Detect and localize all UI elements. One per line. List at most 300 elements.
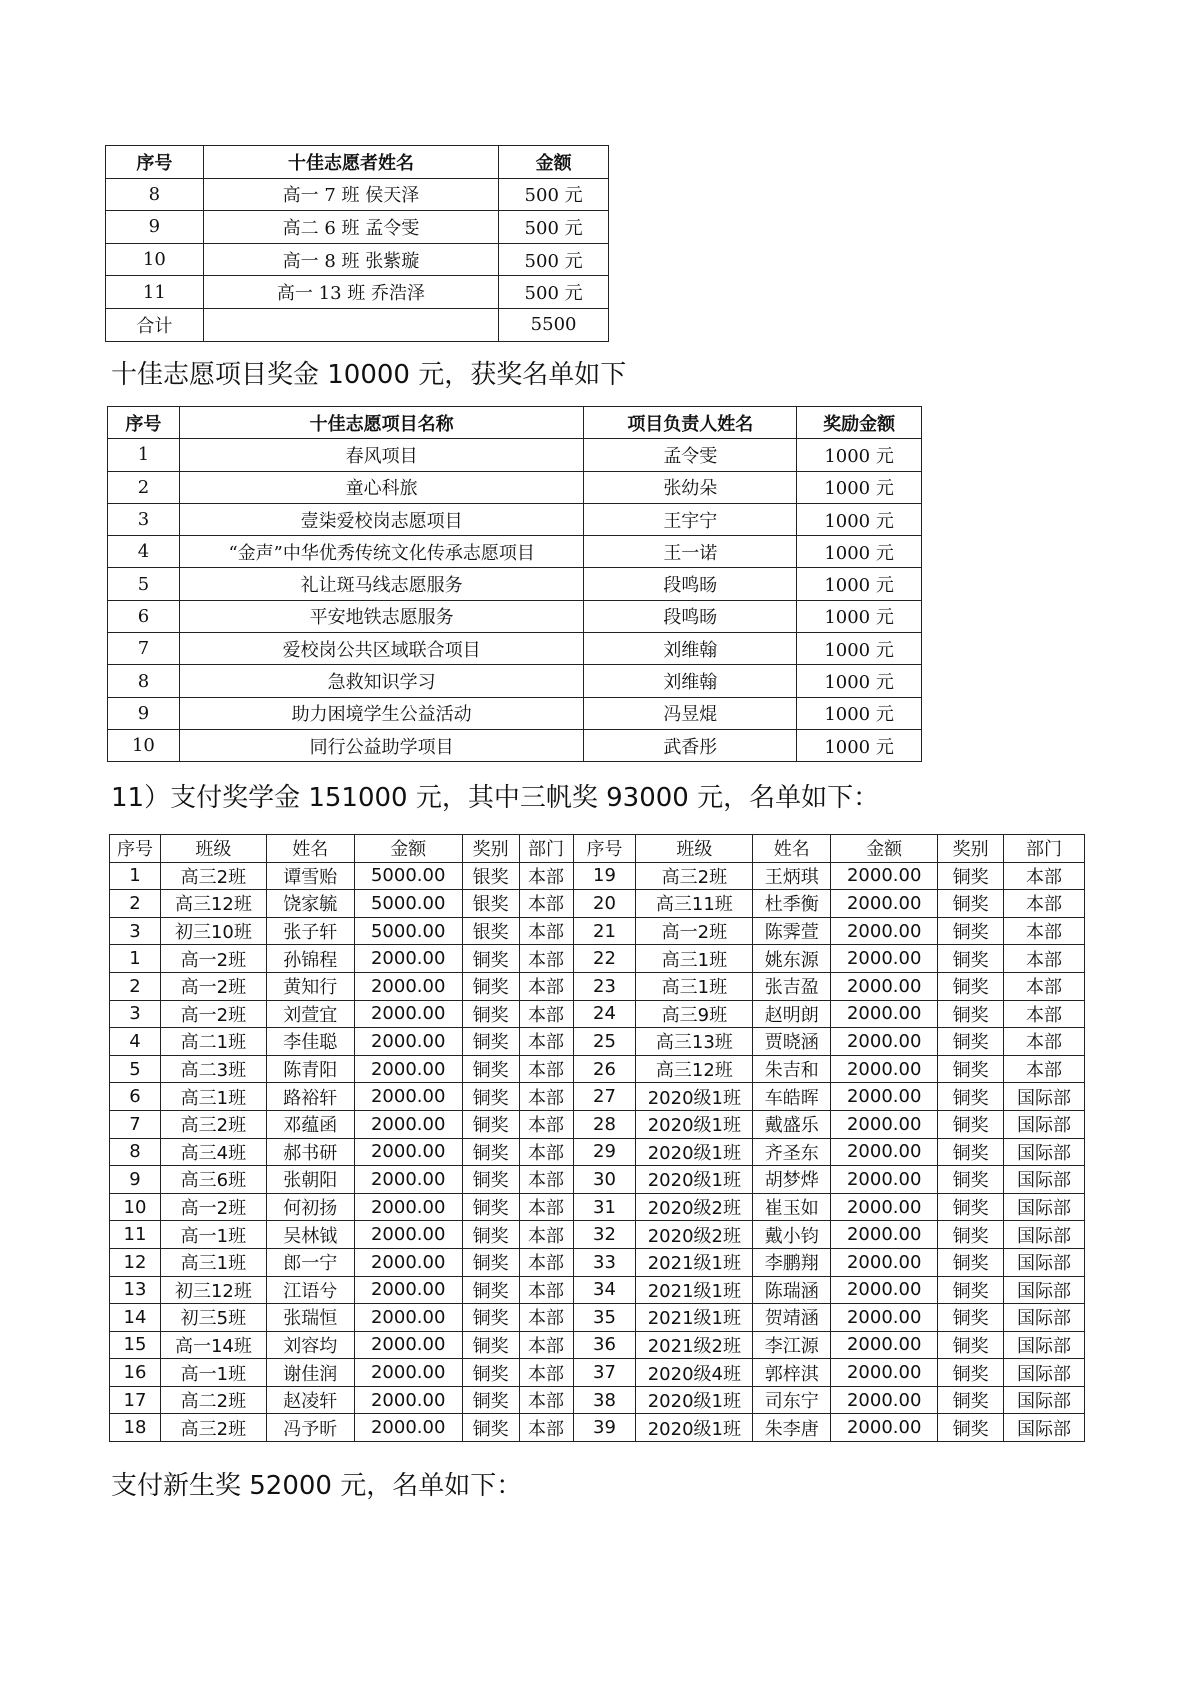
table-cell: 本部 xyxy=(1004,972,1085,1000)
table-cell: 高三12班 xyxy=(160,890,266,918)
table-cell: 铜奖 xyxy=(938,1221,1004,1249)
table-cell: 2000.00 xyxy=(354,1221,462,1249)
table-cell: 2020级1班 xyxy=(636,1166,753,1194)
table-cell: 铜奖 xyxy=(462,945,519,973)
table-header-row xyxy=(106,146,609,179)
table-cell: 段鸣旸 xyxy=(584,568,797,600)
table-cell: 本部 xyxy=(519,1028,573,1056)
table-cell: 江语兮 xyxy=(266,1276,354,1304)
table-cell: 吴林钺 xyxy=(266,1221,354,1249)
table-cell: 冯予昕 xyxy=(266,1414,354,1442)
table-cell: 铜奖 xyxy=(938,945,1004,973)
table-row xyxy=(108,503,922,535)
table-cell: 铜奖 xyxy=(462,1083,519,1111)
table-cell: 本部 xyxy=(1004,1055,1085,1083)
table-cell: 铜奖 xyxy=(462,1110,519,1138)
table-cell: 本部 xyxy=(519,1276,573,1304)
table-cell: 高三2班 xyxy=(160,1110,266,1138)
table-cell: 18 xyxy=(110,1414,161,1442)
table-cell: 本部 xyxy=(1004,1000,1085,1028)
table-cell: 本部 xyxy=(519,862,573,890)
table-cell: 饶家毓 xyxy=(266,890,354,918)
table-cell: 崔玉如 xyxy=(753,1193,831,1221)
table-cell: 2000.00 xyxy=(831,972,938,1000)
table-cell: 本部 xyxy=(519,1248,573,1276)
table-cell: 武香彤 xyxy=(584,729,797,761)
column-header: 部门 xyxy=(1004,835,1085,863)
column-header: 项目负责人姓名 xyxy=(584,407,797,439)
table-cell: 22 xyxy=(573,945,636,973)
table-cell: 铜奖 xyxy=(938,917,1004,945)
table-cell: 李鹏翔 xyxy=(753,1248,831,1276)
table-cell: 初三12班 xyxy=(160,1276,266,1304)
table-cell: 铜奖 xyxy=(938,1000,1004,1028)
table-cell: 1000 元 xyxy=(797,729,922,761)
table-cell: 2000.00 xyxy=(354,1000,462,1028)
column-header: 序号 xyxy=(110,835,161,863)
table-row xyxy=(110,1083,1085,1111)
table-cell: 1000 元 xyxy=(797,665,922,697)
table-row xyxy=(110,1386,1085,1414)
table-cell: 车皓晖 xyxy=(753,1083,831,1111)
table-row xyxy=(110,972,1085,1000)
table-cell: 33 xyxy=(573,1248,636,1276)
table-cell: 本部 xyxy=(519,972,573,1000)
table-cell: 同行公益助学项目 xyxy=(179,729,584,761)
table-cell: 铜奖 xyxy=(462,1000,519,1028)
table-cell: 本部 xyxy=(519,1221,573,1249)
table-cell: 2000.00 xyxy=(831,917,938,945)
table-cell: 1 xyxy=(110,862,161,890)
table-cell: 铜奖 xyxy=(462,1193,519,1221)
table-cell: 14 xyxy=(110,1304,161,1332)
table-cell: 本部 xyxy=(519,1110,573,1138)
table-cell: 27 xyxy=(573,1083,636,1111)
table-cell: 高二3班 xyxy=(160,1055,266,1083)
table-cell: 高三6班 xyxy=(160,1166,266,1194)
table-cell: 孟令雯 xyxy=(584,439,797,471)
table-cell: 初三10班 xyxy=(160,917,266,945)
column-header: 班级 xyxy=(636,835,753,863)
table-cell: 高三4班 xyxy=(160,1138,266,1166)
table-cell: 高二 6 班 孟令雯 xyxy=(203,211,498,244)
table-cell: 铜奖 xyxy=(938,1331,1004,1359)
table-cell: 2000.00 xyxy=(354,1138,462,1166)
column-header: 十佳志愿者姓名 xyxy=(203,146,498,179)
table-cell: 1000 元 xyxy=(797,568,922,600)
table-row xyxy=(110,1138,1085,1166)
total-cell: 合计 xyxy=(106,308,204,341)
table-cell: 2000.00 xyxy=(831,1166,938,1194)
table-cell: 31 xyxy=(573,1193,636,1221)
table-cell: 2000.00 xyxy=(354,945,462,973)
table-row xyxy=(110,1359,1085,1387)
table-cell: 8 xyxy=(106,178,204,211)
column-header: 金额 xyxy=(354,835,462,863)
table-cell: 38 xyxy=(573,1386,636,1414)
table-cell: 铜奖 xyxy=(938,1166,1004,1194)
table-cell: 郝书研 xyxy=(266,1138,354,1166)
table-cell: 24 xyxy=(573,1000,636,1028)
table-cell: 高二1班 xyxy=(160,1028,266,1056)
table-cell: 铜奖 xyxy=(938,1359,1004,1387)
table-cell: 8 xyxy=(108,665,180,697)
total-cell: 5500 xyxy=(499,308,609,341)
table-cell: 朱李唐 xyxy=(753,1414,831,1442)
table-cell: 2020级1班 xyxy=(636,1386,753,1414)
table-cell: 本部 xyxy=(1004,1028,1085,1056)
table-cell: 国际部 xyxy=(1004,1221,1085,1249)
column-header: 金额 xyxy=(831,835,938,863)
table-cell: 3 xyxy=(110,1000,161,1028)
table-cell: 2020级4班 xyxy=(636,1359,753,1387)
table-cell: 银奖 xyxy=(462,917,519,945)
table-cell: 11 xyxy=(106,276,204,309)
column-header: 姓名 xyxy=(753,835,831,863)
table-cell: 国际部 xyxy=(1004,1110,1085,1138)
table-cell: 国际部 xyxy=(1004,1083,1085,1111)
table-cell: 2000.00 xyxy=(831,1304,938,1332)
table-cell: 高一2班 xyxy=(160,1000,266,1028)
table-cell: 王宇宁 xyxy=(584,503,797,535)
column-header: 十佳志愿项目名称 xyxy=(179,407,584,439)
table-cell: 齐圣东 xyxy=(753,1138,831,1166)
table-row xyxy=(108,471,922,503)
table-cell: 1000 元 xyxy=(797,439,922,471)
table-row xyxy=(108,729,922,761)
table-cell: 2000.00 xyxy=(354,972,462,1000)
table-cell: 高一2班 xyxy=(160,972,266,1000)
table-cell: 高一1班 xyxy=(160,1221,266,1249)
table-row xyxy=(110,1276,1085,1304)
table-cell: 助力困境学生公益活动 xyxy=(179,697,584,729)
table-cell: 本部 xyxy=(519,1138,573,1166)
table-cell: 张朝阳 xyxy=(266,1166,354,1194)
table-cell: 2000.00 xyxy=(831,1028,938,1056)
table-cell: 高三1班 xyxy=(636,945,753,973)
table-cell: 谢佳润 xyxy=(266,1359,354,1387)
table-cell: 1000 元 xyxy=(797,471,922,503)
table-cell: 爱校岗公共区域联合项目 xyxy=(179,633,584,665)
table-cell: 25 xyxy=(573,1028,636,1056)
table-cell: 铜奖 xyxy=(938,862,1004,890)
table-cell: 谭雪贻 xyxy=(266,862,354,890)
table-cell: 2021级1班 xyxy=(636,1304,753,1332)
table-cell: 银奖 xyxy=(462,890,519,918)
table-cell: 5 xyxy=(108,568,180,600)
table-cell: 2000.00 xyxy=(831,1193,938,1221)
table-cell: 1000 元 xyxy=(797,697,922,729)
table-cell: 李佳聪 xyxy=(266,1028,354,1056)
table-cell: 银奖 xyxy=(462,862,519,890)
table-cell: 9 xyxy=(106,211,204,244)
table-cell: 2021级2班 xyxy=(636,1331,753,1359)
table-cell: 段鸣旸 xyxy=(584,600,797,632)
table-cell: 铜奖 xyxy=(462,1304,519,1332)
table-cell: 高三1班 xyxy=(636,972,753,1000)
table-cell: 12 xyxy=(110,1248,161,1276)
table-cell: 10 xyxy=(110,1193,161,1221)
table-cell: 高三2班 xyxy=(160,1414,266,1442)
table-cell: 高三9班 xyxy=(636,1000,753,1028)
table-cell: 2000.00 xyxy=(831,1359,938,1387)
column-header: 姓名 xyxy=(266,835,354,863)
table-cell: 23 xyxy=(573,972,636,1000)
table-cell: 春风项目 xyxy=(179,439,584,471)
table-cell: 20 xyxy=(573,890,636,918)
table-cell: 2000.00 xyxy=(354,1331,462,1359)
table-cell: 本部 xyxy=(519,917,573,945)
table-cell: 何初扬 xyxy=(266,1193,354,1221)
table-row xyxy=(110,1000,1085,1028)
table-row xyxy=(110,1331,1085,1359)
scholarship-table xyxy=(109,834,1085,1442)
table-cell: 司东宁 xyxy=(753,1386,831,1414)
table-cell: 2000.00 xyxy=(354,1414,462,1442)
table-cell: 姚东源 xyxy=(753,945,831,973)
table-cell: 铜奖 xyxy=(938,1193,1004,1221)
table-cell: 2 xyxy=(108,471,180,503)
table-cell: 本部 xyxy=(519,1055,573,1083)
table-cell: 本部 xyxy=(519,945,573,973)
table-cell: 本部 xyxy=(1004,917,1085,945)
table-cell: 国际部 xyxy=(1004,1193,1085,1221)
table-cell: 2000.00 xyxy=(831,1221,938,1249)
table-cell: 本部 xyxy=(519,1000,573,1028)
table-cell: 2000.00 xyxy=(831,1000,938,1028)
table-cell: 2000.00 xyxy=(354,1276,462,1304)
table-cell: 2020级1班 xyxy=(636,1414,753,1442)
table-cell: 铜奖 xyxy=(938,972,1004,1000)
table-row xyxy=(106,243,609,276)
table-cell: 2021级1班 xyxy=(636,1276,753,1304)
table-cell: 16 xyxy=(110,1359,161,1387)
table-row xyxy=(110,1248,1085,1276)
table-cell: 2000.00 xyxy=(354,1359,462,1387)
table-cell: 国际部 xyxy=(1004,1359,1085,1387)
table-cell: 5000.00 xyxy=(354,890,462,918)
table-cell: 1000 元 xyxy=(797,503,922,535)
table-cell: 2 xyxy=(110,972,161,1000)
table-cell: 2000.00 xyxy=(831,1083,938,1111)
table-cell: 本部 xyxy=(519,1193,573,1221)
table-cell: 高一 8 班 张紫璇 xyxy=(203,243,498,276)
table-cell: 高一2班 xyxy=(636,917,753,945)
table-cell: 本部 xyxy=(519,1166,573,1194)
table-cell: 本部 xyxy=(519,1083,573,1111)
table-cell: “金声”中华优秀传统文化传承志愿项目 xyxy=(179,536,584,568)
table-cell: 2000.00 xyxy=(354,1055,462,1083)
table-cell: 高一 13 班 乔浩泽 xyxy=(203,276,498,309)
table-cell: 戴小钧 xyxy=(753,1221,831,1249)
table-cell: 黄知行 xyxy=(266,972,354,1000)
table-cell: 2 xyxy=(110,890,161,918)
table-cell: 2020级2班 xyxy=(636,1221,753,1249)
table-cell: 2020级2班 xyxy=(636,1193,753,1221)
table-cell: 本部 xyxy=(519,1331,573,1359)
table-cell: 铜奖 xyxy=(462,1359,519,1387)
table-cell: 高三2班 xyxy=(160,862,266,890)
table-cell: 铜奖 xyxy=(938,890,1004,918)
table-cell: 平安地铁志愿服务 xyxy=(179,600,584,632)
table-cell: 高二2班 xyxy=(160,1386,266,1414)
table-cell: 2000.00 xyxy=(831,945,938,973)
table-row xyxy=(110,1414,1085,1442)
table-cell: 高一14班 xyxy=(160,1331,266,1359)
table-cell: 5000.00 xyxy=(354,862,462,890)
table-cell: 500 元 xyxy=(499,276,609,309)
table-cell: 2000.00 xyxy=(831,1276,938,1304)
table-cell: 本部 xyxy=(1004,862,1085,890)
table-header-row xyxy=(110,835,1085,863)
table-cell: 30 xyxy=(573,1166,636,1194)
table-cell: 铜奖 xyxy=(938,1138,1004,1166)
table-row xyxy=(110,1221,1085,1249)
table-cell: 张子轩 xyxy=(266,917,354,945)
table-cell: 高一1班 xyxy=(160,1359,266,1387)
table-cell: 2000.00 xyxy=(354,1166,462,1194)
table-cell: 2000.00 xyxy=(354,1386,462,1414)
table-cell: 1000 元 xyxy=(797,633,922,665)
table-cell: 高三11班 xyxy=(636,890,753,918)
table-cell: 2000.00 xyxy=(354,1248,462,1276)
table-cell: 铜奖 xyxy=(462,1248,519,1276)
table-row xyxy=(110,1166,1085,1194)
table-cell: 高一2班 xyxy=(160,945,266,973)
table-cell: 5000.00 xyxy=(354,917,462,945)
table-cell: 4 xyxy=(108,536,180,568)
table-cell: 铜奖 xyxy=(462,1028,519,1056)
table-cell: 郎一宁 xyxy=(266,1248,354,1276)
table-cell: 王一诺 xyxy=(584,536,797,568)
table-cell: 陈青阳 xyxy=(266,1055,354,1083)
table-cell: 铜奖 xyxy=(462,1276,519,1304)
table-cell: 2000.00 xyxy=(831,1138,938,1166)
table-cell: 10 xyxy=(106,243,204,276)
table-cell: 高一 7 班 侯天泽 xyxy=(203,178,498,211)
table-cell: 铜奖 xyxy=(462,1386,519,1414)
table-cell: 铜奖 xyxy=(462,1414,519,1442)
table-cell: 初三5班 xyxy=(160,1304,266,1332)
table-cell: 10 xyxy=(108,729,180,761)
table-cell: 铜奖 xyxy=(462,972,519,1000)
table-row xyxy=(110,862,1085,890)
total-row xyxy=(106,308,609,341)
table-cell: 刘维翰 xyxy=(584,665,797,697)
table-row xyxy=(108,439,922,471)
table-cell: 13 xyxy=(110,1276,161,1304)
table-cell: 2000.00 xyxy=(831,1386,938,1414)
column-header: 奖励金额 xyxy=(797,407,922,439)
table-row xyxy=(106,178,609,211)
table-cell: 急救知识学习 xyxy=(179,665,584,697)
table-row xyxy=(108,665,922,697)
table-row xyxy=(108,568,922,600)
table-cell: 刘容均 xyxy=(266,1331,354,1359)
table-cell: 陈霁萱 xyxy=(753,917,831,945)
table-cell: 39 xyxy=(573,1414,636,1442)
table-cell: 500 元 xyxy=(499,243,609,276)
table-row xyxy=(108,697,922,729)
column-header: 序号 xyxy=(108,407,180,439)
table-cell: 郭梓淇 xyxy=(753,1359,831,1387)
table-cell: 高三13班 xyxy=(636,1028,753,1056)
table-cell: 32 xyxy=(573,1221,636,1249)
table-cell: 2000.00 xyxy=(831,1331,938,1359)
section-heading-freshman-award: 支付新生奖 52000 元，名单如下： xyxy=(111,1471,523,1501)
table-cell: 壹柒爱校岗志愿项目 xyxy=(179,503,584,535)
table-cell: 3 xyxy=(108,503,180,535)
table-row xyxy=(110,1193,1085,1221)
table-cell: 21 xyxy=(573,917,636,945)
table-cell: 国际部 xyxy=(1004,1304,1085,1332)
table-cell: 本部 xyxy=(1004,945,1085,973)
table-cell: 铜奖 xyxy=(938,1055,1004,1083)
table-cell: 铜奖 xyxy=(462,1221,519,1249)
table-cell: 孙锦程 xyxy=(266,945,354,973)
table-row xyxy=(110,890,1085,918)
table-cell: 冯昱焜 xyxy=(584,697,797,729)
table-cell: 铜奖 xyxy=(462,1138,519,1166)
table-cell: 邓蕴函 xyxy=(266,1110,354,1138)
table-cell: 王炳琪 xyxy=(753,862,831,890)
table-cell: 3 xyxy=(110,917,161,945)
table-cell: 2000.00 xyxy=(354,1083,462,1111)
table-cell: 刘维翰 xyxy=(584,633,797,665)
table-cell: 铜奖 xyxy=(938,1248,1004,1276)
table-cell: 贺靖涵 xyxy=(753,1304,831,1332)
table-cell: 铜奖 xyxy=(938,1414,1004,1442)
table-cell: 500 元 xyxy=(499,178,609,211)
table-cell: 铜奖 xyxy=(462,1331,519,1359)
table-cell: 2000.00 xyxy=(354,1193,462,1221)
table-cell: 铜奖 xyxy=(462,1166,519,1194)
table-row xyxy=(106,276,609,309)
table-cell: 国际部 xyxy=(1004,1414,1085,1442)
table-cell: 2000.00 xyxy=(354,1304,462,1332)
table-cell: 童心科旅 xyxy=(179,471,584,503)
table-cell: 2021级1班 xyxy=(636,1248,753,1276)
table-cell: 35 xyxy=(573,1304,636,1332)
table-cell: 铜奖 xyxy=(462,1055,519,1083)
table-cell: 2000.00 xyxy=(831,1110,938,1138)
table-cell: 2020级1班 xyxy=(636,1110,753,1138)
table-cell: 国际部 xyxy=(1004,1386,1085,1414)
table-row xyxy=(108,600,922,632)
table-cell: 1 xyxy=(108,439,180,471)
table-cell: 铜奖 xyxy=(938,1110,1004,1138)
table-cell: 铜奖 xyxy=(938,1083,1004,1111)
table-row xyxy=(110,917,1085,945)
table-cell: 2000.00 xyxy=(831,1414,938,1442)
table-cell: 国际部 xyxy=(1004,1276,1085,1304)
table-cell: 朱吉和 xyxy=(753,1055,831,1083)
table-cell: 铜奖 xyxy=(938,1276,1004,1304)
table-cell: 15 xyxy=(110,1331,161,1359)
table-cell: 张幼朵 xyxy=(584,471,797,503)
table-cell: 铜奖 xyxy=(938,1386,1004,1414)
table-cell: 34 xyxy=(573,1276,636,1304)
table-cell: 戴盛乐 xyxy=(753,1110,831,1138)
table-cell: 2020级1班 xyxy=(636,1083,753,1111)
table-cell: 2000.00 xyxy=(831,862,938,890)
table-cell: 礼让斑马线志愿服务 xyxy=(179,568,584,600)
table-cell: 高一2班 xyxy=(160,1193,266,1221)
table-row xyxy=(110,1110,1085,1138)
table-cell: 4 xyxy=(110,1028,161,1056)
table-cell: 2000.00 xyxy=(831,1248,938,1276)
table-cell: 2000.00 xyxy=(831,890,938,918)
